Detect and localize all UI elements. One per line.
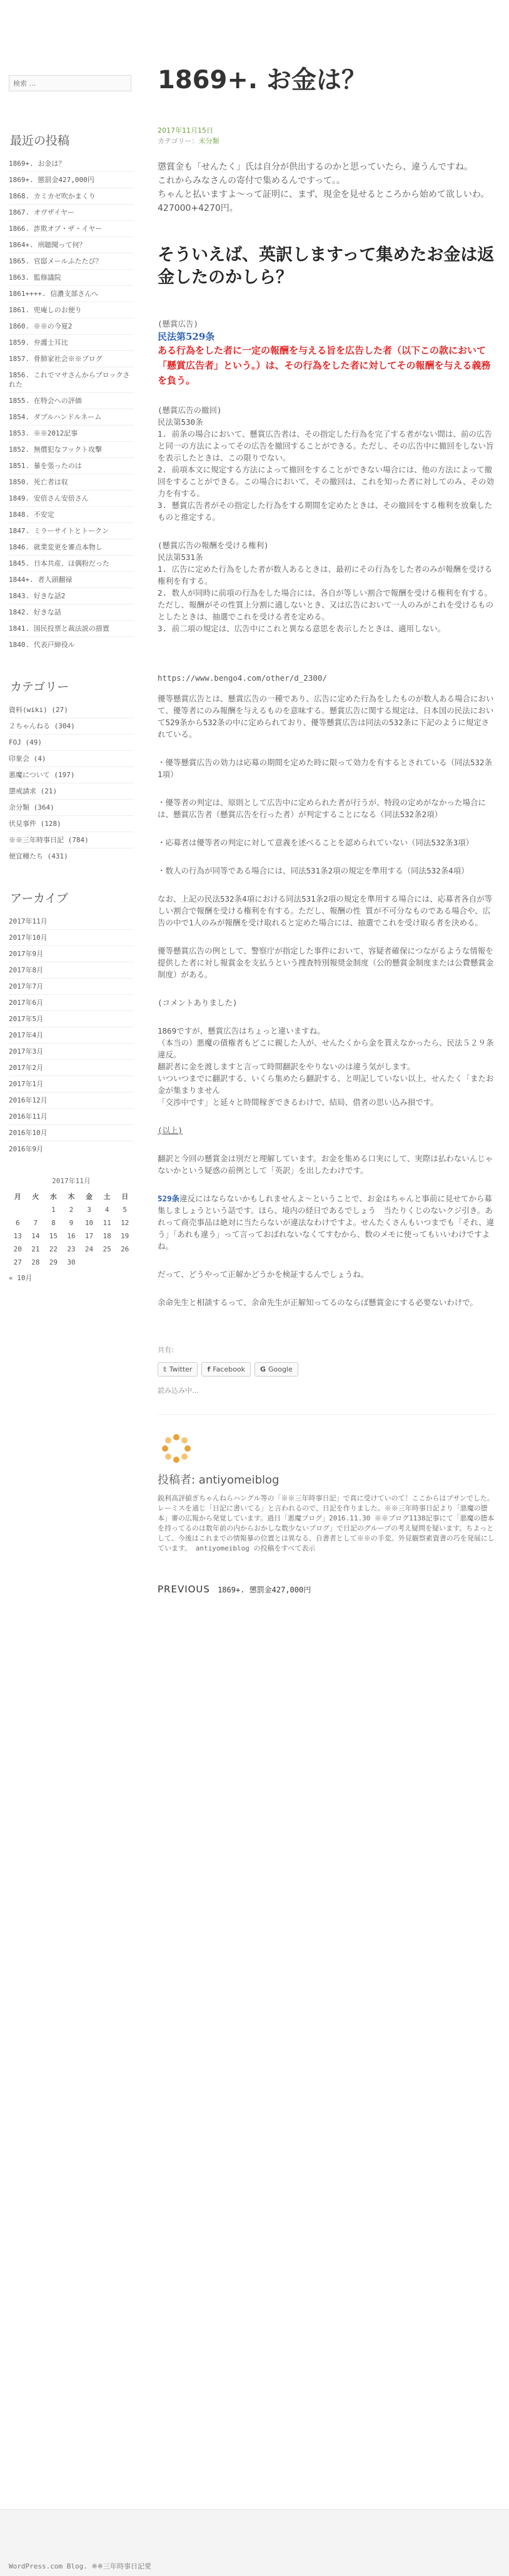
- share-twitter-button[interactable]: [158, 1362, 198, 1377]
- calendar-day: [80, 1256, 98, 1269]
- calendar-day: 16: [67, 1232, 76, 1240]
- recent-post-link[interactable]: 1851. 暴を張ったのは: [9, 457, 134, 474]
- calendar: [9, 1189, 134, 1269]
- sidebar: [9, 75, 134, 1283]
- category-label: カテゴリー：: [158, 137, 199, 145]
- recent-post-link[interactable]: 1863. 監修議院: [9, 269, 134, 285]
- author-avatar[interactable]: [158, 1430, 195, 1467]
- ijo-label: (以上): [158, 1126, 183, 1135]
- comment-quote: 1869ですが、懸賞広告はちょっと違いますね。 （本当の）悪魔の債権者もどこに親した人が、せんたくから金を貰えなかったら、民法５２９条違反。 翻訳者に金を渡しますと言って時間翻訳をやりないのは違う気がします。 いついつまでに翻訳する、いくら集めたら翻訳する、と明記していない以上、せんたく「またお金が集まりません 「交渉中です」と延々と時間稼ぎできるわけで、結局、借者の思い込み損です。: [158, 1026, 494, 1107]
- calendar-day: 30: [67, 1258, 76, 1266]
- recent-post-link[interactable]: 1868. カミカゼ吹かまくり: [9, 188, 134, 204]
- calendar-weekday: 木: [68, 1193, 75, 1201]
- calendar-day: [27, 1203, 45, 1216]
- recent-post-link[interactable]: 1844+. 者人頭翻禄: [9, 571, 134, 588]
- post-title: 1869+. お金は？: [158, 66, 366, 94]
- calendar-day: 12: [121, 1219, 129, 1227]
- recent-post-link[interactable]: 1847. ミラーサイトとトークン: [9, 522, 134, 539]
- post-date[interactable]: 2017年11月15日: [158, 126, 213, 135]
- category-item[interactable]: 印象会 (4): [9, 750, 134, 766]
- recent-post-link[interactable]: 1853. ※※2012記事: [9, 425, 134, 441]
- calendar-day: 20: [13, 1245, 22, 1253]
- archives-list: [9, 914, 134, 1157]
- recent-post-link[interactable]: 1843. 好きな話2: [9, 588, 134, 604]
- recent-post-link[interactable]: 1865. 官邸メールふたたび？: [9, 253, 134, 269]
- calendar-day: 10: [84, 1219, 94, 1227]
- recent-post-link[interactable]: 1848. 不安定: [9, 506, 134, 522]
- recent-post-link[interactable]: 1859. 弁護士耳比: [9, 334, 134, 350]
- twitter-icon: 𝕥: [163, 1365, 167, 1373]
- archive-item[interactable]: 2017年9月: [9, 945, 134, 962]
- calendar-weekday: 日: [121, 1193, 129, 1201]
- share-label: 共有:: [158, 1346, 174, 1354]
- recent-post-link[interactable]: 1842. 好きな話: [9, 604, 134, 620]
- recent-post-link[interactable]: 1840. 代表戸締役ル: [9, 636, 134, 653]
- cite-paragraph: 優等懸賞広告とは、懸賞広告の一種であり、広告に定めた行為をしたものが数人ある場合において、優等者にのみ報酬を与えるものを意味する。懸賞広告に関する規定は、日本国の民法において529条から532条の中に定められており、優等懸賞広告は同法の532条に下記のように規定されている。: [158, 694, 494, 739]
- author-name[interactable]: antiyomeiblog: [198, 1474, 280, 1487]
- calendar-day: 5: [123, 1206, 127, 1214]
- author-box: [158, 1414, 495, 1554]
- archive-item[interactable]: 2017年1月: [9, 1076, 134, 1092]
- bullet-4: ・数人の行為が同等である場合には、同法531条2項の規定を準用する（同法532条4項）: [158, 866, 469, 875]
- calendar-day: 28: [31, 1258, 40, 1266]
- recent-posts-title: 最近の投稿: [10, 134, 70, 148]
- calendar-day: 6: [15, 1219, 20, 1227]
- calendar-day: 1: [51, 1206, 56, 1214]
- recent-post-link[interactable]: 1854. ダブルハンドルネーム: [9, 409, 134, 425]
- share-facebook-button[interactable]: [201, 1362, 250, 1377]
- calendar-day: 14: [31, 1232, 40, 1240]
- recent-post-link[interactable]: 1861++++. 信濃支部さんへ: [9, 285, 134, 302]
- recent-post-link[interactable]: 1869+. お金は？: [9, 160, 66, 168]
- calendar-day: 26: [121, 1245, 129, 1253]
- archive-item[interactable]: 2017年10月: [9, 929, 134, 945]
- calendar-day: 9: [69, 1219, 74, 1227]
- calendar-weekday: 月: [14, 1193, 21, 1201]
- recent-post-link[interactable]: 1852. 無償犯なフックト攻撃: [9, 441, 134, 457]
- calendar-prev-link[interactable]: « 10月: [9, 1274, 33, 1282]
- recent-post-link[interactable]: 1849. 安倍さん安倍さん: [9, 490, 134, 506]
- last-paragraph: 余命先生と相談するって、余命先生が正解知ってるのならば懸賞金にする必要ないわけで。: [158, 1298, 478, 1307]
- post-navigation[interactable]: [158, 1584, 495, 1595]
- recent-post-link[interactable]: 1841. 国民投票と裁法説の措置: [9, 620, 134, 636]
- calendar-day: 3: [87, 1206, 91, 1214]
- archive-item[interactable]: 2017年11月: [9, 917, 48, 925]
- note-paragraph: なお、上記の民法532条4項における同法531条2項の規定を準用する場合には、応募者各自が等しい割合で報酬を受ける権利を有する。ただし、報酬の性 質が不可分なものである場合や、広告の中で1人のみが報酬を受け取れると定めた場合には、抽選でこれを受け取る者を決める。: [158, 894, 493, 927]
- category-item[interactable]: 懲戒請求 (21): [9, 783, 134, 799]
- recent-post-link[interactable]: 1866. 詐欺オブ・ザ・イヤー: [9, 220, 134, 237]
- calendar-day: 8: [51, 1219, 56, 1227]
- categories-title: カテゴリー: [10, 680, 69, 694]
- calendar-weekday: 土: [103, 1193, 111, 1201]
- recent-post-link[interactable]: 1867. オヴザイヤー: [9, 204, 134, 220]
- law-529-link[interactable]: 民法第529条: [158, 331, 215, 342]
- calendar-day: 25: [103, 1245, 111, 1253]
- share-google-button[interactable]: [254, 1362, 298, 1377]
- categories-list: [9, 702, 134, 864]
- article-529-link[interactable]: 529条: [158, 1194, 180, 1203]
- calendar-day: 24: [84, 1245, 94, 1253]
- facebook-icon: f: [207, 1365, 211, 1373]
- calendar-day: 23: [67, 1245, 76, 1253]
- category-item[interactable]: ２ちゃんねる (304): [9, 718, 134, 734]
- law-529-text: ある行為をした者に一定の報酬を与える旨を広告した者（以下この款において「懸賞広告者」という。）は、その行為をした者に対してその報酬を与える義務を負う。: [158, 345, 491, 386]
- article-529-text: 違反にはならないかもしれませんよ～ということで、お金はちゃんと事前に見せてから募集しましょうという話です。ほら、境内の経日であるでしょう 当たりくじのないクジ引き。あれって商売事品は絶対に当たらないが違法なわけですよ。せんたくさんもいつまでも「それ、違う」「あれも違う」って言っておばれないなくてすむから、数のメモに使ってもいいわけですよね。: [158, 1194, 495, 1251]
- author-heading: [158, 1471, 495, 1487]
- calendar-day: 27: [13, 1258, 22, 1266]
- recent-post-link[interactable]: 1845. 日本共産、ほ偶粉だった: [9, 555, 134, 571]
- archive-item[interactable]: 2016年11月: [9, 1108, 134, 1124]
- recent-post-link[interactable]: 1850. 死亡者は収: [9, 474, 134, 490]
- recent-post-link[interactable]: 1855. 在特会への評価: [9, 392, 134, 409]
- archives-title: アーカイブ: [10, 892, 68, 905]
- calendar-day: 15: [49, 1232, 58, 1240]
- law-530-block: (懸賞広告の撤回) 民法第530条 1. 前条の場合において、懸賞広告者は、その指定した行為を完了する者がない間は、前の広告と同一の方法によってその広告を撤回することができる。ただし、その広告中に撤回をしない旨を表示したときは、この限りでない。 2. 前項本文に規定する方法によって撤回をすることができない場合には、他の方法によって撤回をすることができる。この場合において、その撤回は、これを知った者に対してのみ、その効力を有する。 3. 懸賞広告者がその指定した行為をする期間を定めたときは、その撤回をする権利を放棄したものと推定する。: [158, 405, 495, 522]
- post-heading: そういえば、英訳しますって集めたお金は返金したのかしら？: [158, 245, 495, 287]
- calendar-day: [9, 1203, 27, 1216]
- recent-post-link[interactable]: 1856. これでマサさんからブロックされた: [9, 367, 134, 392]
- site-footer: [0, 2509, 509, 2576]
- archive-item[interactable]: 2016年12月: [9, 1092, 134, 1108]
- calendar-day: 21: [31, 1245, 40, 1253]
- category-item[interactable]: 伏見事件 (128): [9, 815, 134, 832]
- question-paragraph: だって、どうやって正解かどうかを検証するんでしょうね。: [158, 1270, 369, 1279]
- share-label-text: Twitter: [169, 1365, 193, 1373]
- calendar-day: [98, 1256, 116, 1269]
- share-label-text: Google: [268, 1365, 293, 1373]
- post-intro: 懲賞金も「せんたく」氏は自分が供出するのかと思っていたら、違うんですね。 これからみなさんの寄付で集めるんですって。。 ちゃんと払いますよ～って証明に、まず、現金を見せるところから始めて欲しいわ。 427000+4270円。: [158, 162, 490, 213]
- previous-label: PREVIOUS: [158, 1584, 210, 1595]
- category-item[interactable]: 悪魔について (197): [9, 766, 134, 783]
- bullet-1: ・優等懸賞広告の効力は応募の期間を定めた時に限って効力を有するとされている（同法532条1項）: [158, 758, 493, 779]
- archive-item[interactable]: 2017年4月: [9, 1027, 134, 1043]
- author-prefix: 投稿者:: [158, 1474, 199, 1487]
- post-meta: [158, 125, 495, 146]
- calendar-day: 29: [49, 1258, 58, 1266]
- google-icon: G: [260, 1365, 266, 1373]
- calendar-day: 18: [103, 1232, 111, 1240]
- category-item[interactable]: 余分類 (364): [9, 799, 134, 815]
- recent-posts-list: [9, 156, 134, 653]
- calendar-day: 7: [33, 1219, 38, 1227]
- recent-post-link[interactable]: 1864+. 刑聴聞って何？: [9, 237, 134, 253]
- category-item[interactable]: ※※三年時事日記 (784): [9, 832, 134, 848]
- law-531-block: (懸賞広告の報酬を受ける権利) 民法第531条 1. 広告に定めた行為をした者が数人あるときは、最初にその行為をした者のみが報酬を受ける権利を有する。 2. 数人が同時に前項の行為をした場合には、各自が等しい割合で報酬を受ける権利を有する。ただし、報酬がその性質上分割に適しないとき、又は広告において一人のみがこれを受けるものとしたときは、抽選でこれを受ける者を定める。 3. 前二項の規定は、広告中にこれと異なる意思を表示したときは、適用しない。: [158, 541, 494, 633]
- search-input[interactable]: [9, 75, 131, 91]
- archive-item[interactable]: 2017年6月: [9, 994, 134, 1011]
- comment-note: (コメントありました): [158, 998, 238, 1007]
- law-529-block: [158, 318, 495, 388]
- author-bio: 鋭利高評値ぎちゃんねらハングル等の「※※三年時事日記」で真に受けていのて！ここからはブサンでした。レーミスを通じ「日記に書いてる」と言われるので、日記を作りました。※※三年時事日記より「悪魔の謄本」審の広報から発覚しています。過日「悪魔ブログ」2016.11.30 ※※ブログ1138記事にて「悪魔の謄本を持ってるのは数年前の内からおかしな数少ないブログ」で日記のグループの考え疑問を疑います。ちよっとして、今後はこれまでの情報暴の位置とは異なる、自書者として※※の手変。外見観察素資書の巧を発展にしています。 antiyomeiblog の投稿をすべて表示: [158, 1494, 495, 1552]
- share-label-text: Facebook: [213, 1365, 245, 1373]
- recent-post-link[interactable]: 1846. 就業変更を審点本物し: [9, 539, 134, 555]
- calendar-day: 17: [84, 1232, 94, 1240]
- previous-post-title[interactable]: 1869+. 懲罰金427,000円: [218, 1586, 311, 1594]
- category-item[interactable]: 便宜種たち (431): [9, 848, 134, 864]
- archive-item[interactable]: 2016年9月: [9, 1141, 134, 1157]
- category-item[interactable]: FOJ (49): [9, 734, 134, 750]
- archive-item[interactable]: 2016年10月: [9, 1124, 134, 1141]
- calendar-weekday: 火: [32, 1193, 39, 1201]
- reference-url[interactable]: https://www.bengo4.com/other/d_2300/: [158, 673, 327, 683]
- archive-item[interactable]: 2017年5月: [9, 1011, 134, 1027]
- calendar-weekday: 金: [86, 1193, 93, 1201]
- archive-item[interactable]: 2017年2月: [9, 1059, 134, 1076]
- law-529-label: (懸賞広告): [158, 319, 199, 328]
- calendar-day: 11: [103, 1219, 111, 1227]
- post: [158, 65, 495, 1595]
- recent-post-link[interactable]: 1857. 骨肺家社会※※ブログ: [9, 350, 134, 367]
- recent-post-link[interactable]: 1869+. 態罰金427,000円: [9, 171, 134, 188]
- afterward-paragraph: 翻訳と今回の懸賞金は別だと理解しています。お金を集める口実にして、実際は払わないんじゃないかという疑惑の前例として「英訳」を出したわけです。: [158, 1154, 493, 1175]
- calendar-day: [116, 1256, 134, 1269]
- archive-item[interactable]: 2017年7月: [9, 978, 134, 994]
- calendar-day: 13: [13, 1232, 22, 1240]
- recent-post-link[interactable]: 1861. 兜庵しのお便り: [9, 302, 134, 318]
- calendar-day: 4: [104, 1206, 109, 1214]
- calendar-weekday: 水: [49, 1193, 57, 1201]
- bullet-2: ・優等者の判定は、原則として広告中に定められた者が行うが、特段の定めがなかった場合には、懸賞広告者（懸賞広告を行った者）が判定することになる（同法532条2項）: [158, 798, 486, 819]
- bullet-3: ・応募者は優等者の判定に対して意義を述べることを認められていない（同法532条3項）: [158, 838, 474, 847]
- example-paragraph: 優等懸賞広告の例として、警察庁が指定した事件において、容疑者確保につながるような情報を提供した者に対し報賞金を支払うという捜査特別報奨金制度（公的懸賞金制度または公費懸賞金制度）がある。: [158, 946, 494, 979]
- calendar-title: 2017年11月: [52, 1177, 91, 1185]
- footer-credit[interactable]: WordPress.com Blog. ※※三年時事日記愛: [9, 2562, 151, 2570]
- calendar-day: 19: [121, 1232, 129, 1240]
- category-item[interactable]: 資料(wiki) (27): [9, 706, 68, 714]
- recent-post-link[interactable]: 1860. ※※の今夏2: [9, 318, 134, 334]
- like-loading: 読み込み中…: [158, 1387, 199, 1395]
- archive-item[interactable]: 2017年3月: [9, 1043, 134, 1059]
- archive-item[interactable]: 2017年8月: [9, 962, 134, 978]
- calendar-day: 2: [69, 1206, 74, 1214]
- share-buttons: [158, 1362, 495, 1377]
- calendar-day: 22: [49, 1245, 58, 1253]
- article-529-paragraph: [158, 1193, 495, 1252]
- category-link[interactable]: 未分類: [198, 137, 219, 145]
